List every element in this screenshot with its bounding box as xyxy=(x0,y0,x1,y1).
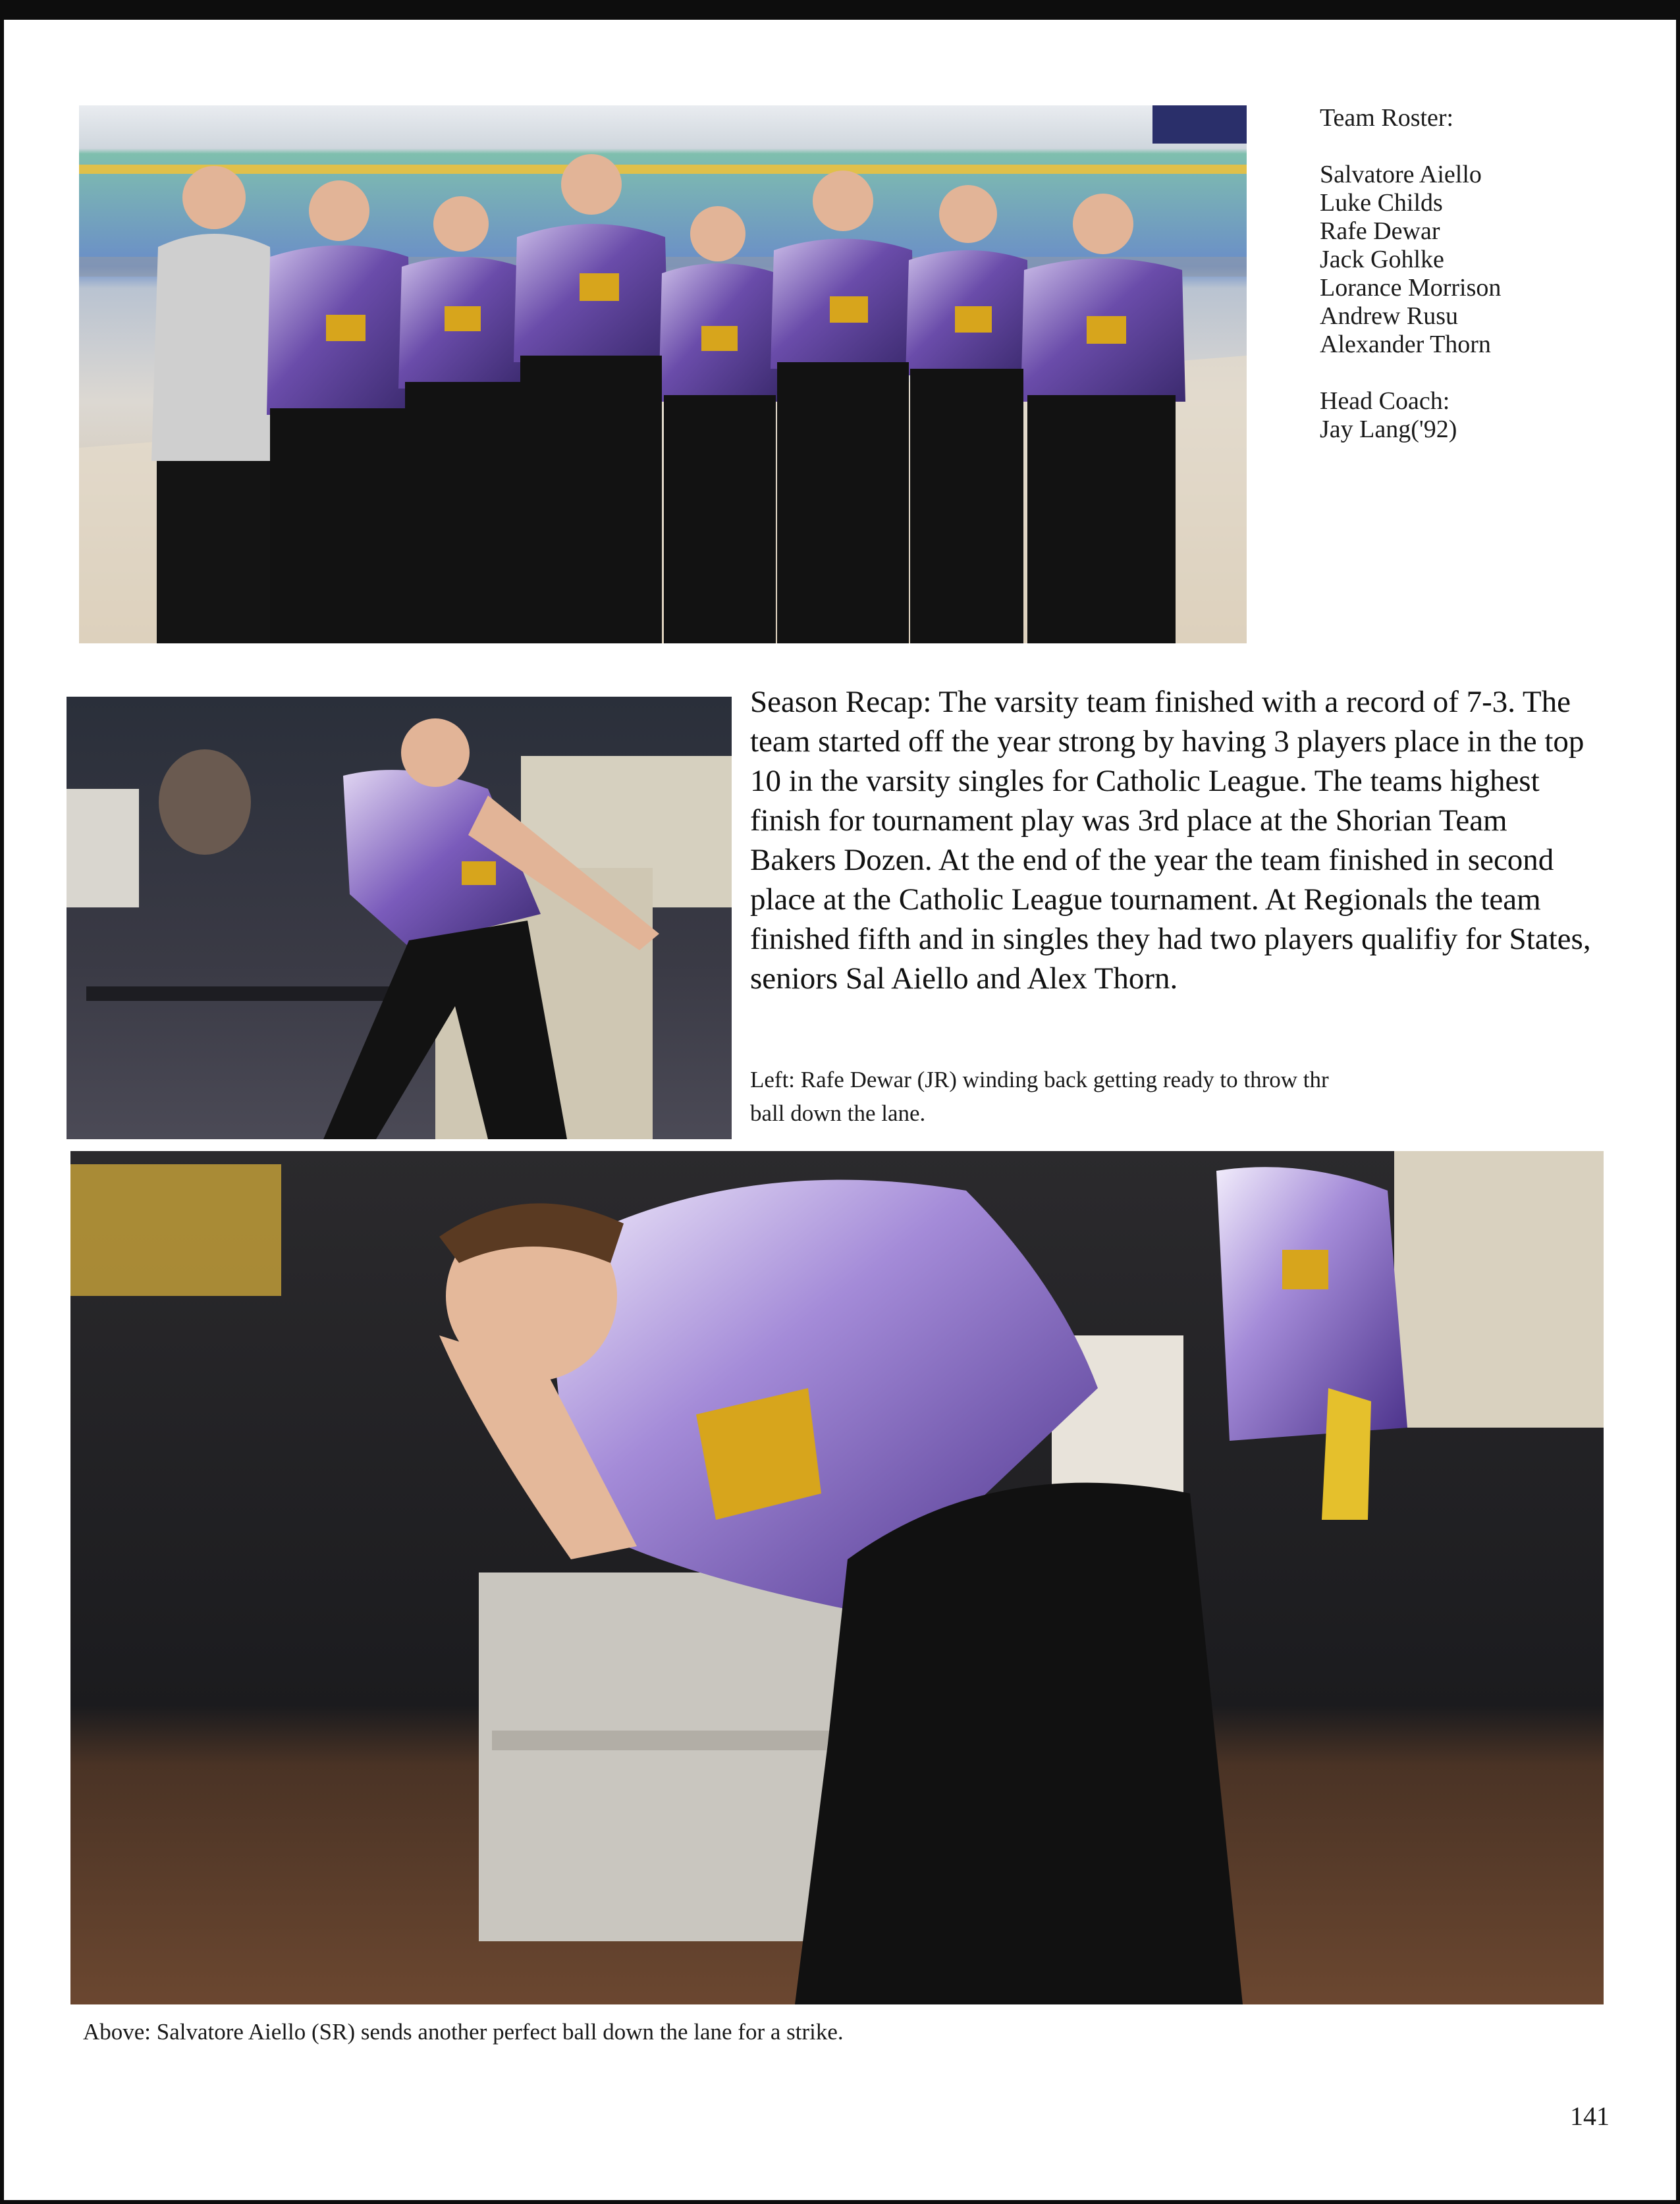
roster-heading: Team Roster: xyxy=(1320,104,1454,132)
player-name: Andrew Rusu xyxy=(1320,302,1459,330)
dewar-bowling-photo xyxy=(67,697,732,1139)
page-number: 141 xyxy=(1570,2101,1610,2131)
team-photo-illustration xyxy=(79,105,1247,643)
team-roster xyxy=(1320,104,1662,444)
player-name: Salvatore Aiello xyxy=(1320,161,1482,188)
player-list xyxy=(1320,161,1662,359)
player-name: Rafe Dewar xyxy=(1320,217,1440,245)
coach-name: Jay Lang('92) xyxy=(1320,416,1457,443)
dewar-photo-caption: Left: Rafe Dewar (JR) winding back getting ready to throw thr ball down the lane. xyxy=(750,1067,1329,1126)
dewar-photo-illustration xyxy=(67,697,732,1139)
team-group-photo xyxy=(79,105,1247,643)
player-name: Jack Gohlke xyxy=(1320,246,1444,273)
player-name: Lorance Morrison xyxy=(1320,274,1502,302)
aiello-photo-illustration xyxy=(70,1151,1604,2004)
player-name: Alexander Thorn xyxy=(1320,331,1491,358)
coach-heading: Head Coach: xyxy=(1320,387,1450,415)
aiello-photo-caption: Above: Salvatore Aiello (SR) sends another perfect ball down the lane for a strike. xyxy=(83,2019,844,2045)
player-name: Luke Childs xyxy=(1320,189,1443,217)
season-recap: Season Recap: The varsity team finished with a record of 7-3. The team started off the year strong by having 3 players place in the top 10 in the varsity singles for Catholic League. The teams highest finish for tournament play was 3rd place at the Shorian Team Bakers Dozen. At the end of the year the team finished in second place at the Catholic League tournament. At Regionals the team finished fifth and in singles they had two players qualifiy for States, seniors Sal Aiello and Alex Thorn. xyxy=(750,685,1591,996)
yearbook-page xyxy=(4,20,1676,2200)
aiello-bowling-photo xyxy=(70,1151,1604,2004)
